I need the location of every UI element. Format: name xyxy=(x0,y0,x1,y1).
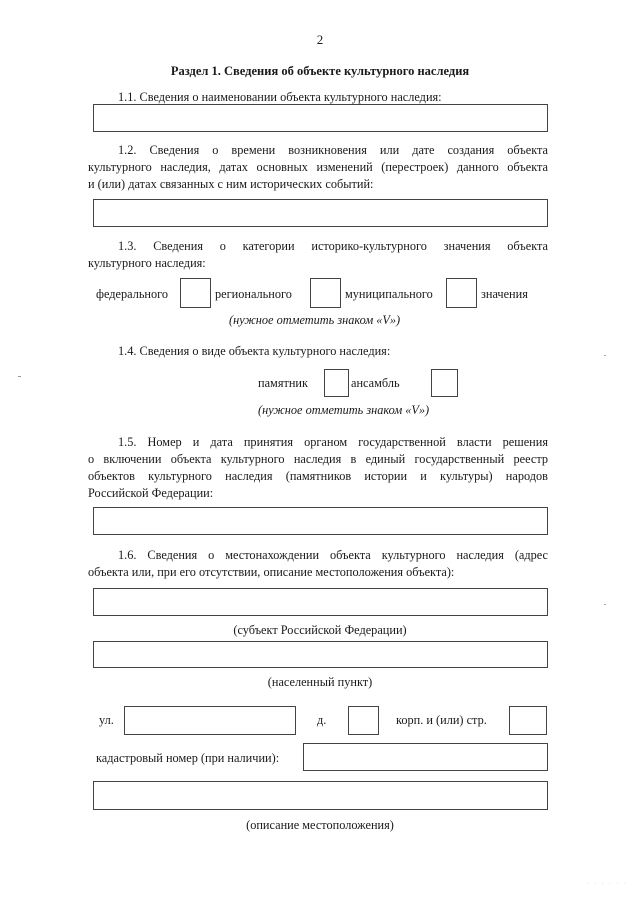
option-regional-label: регионального xyxy=(215,287,292,301)
dates-field[interactable] xyxy=(93,199,548,227)
ensemble-checkbox[interactable] xyxy=(431,369,458,397)
monument-checkbox[interactable] xyxy=(324,369,349,397)
s1-2-line2: культурного наследия, датах основных изменений (перестроек) данного объекта xyxy=(88,160,548,174)
house-field[interactable] xyxy=(348,706,379,735)
option-municipal-label: муниципального xyxy=(345,287,433,301)
object-name-field[interactable] xyxy=(93,104,548,132)
s1-5-line1: 1.5. Номер и дата принятия органом государственной власти решения xyxy=(118,435,548,449)
s1-2-line1: 1.2. Сведения о времени возникновения или дате создания объекта xyxy=(118,143,548,157)
scan-specks-corner: · · · · · · xyxy=(586,881,628,887)
s1-5-text xyxy=(88,434,548,502)
cadastral-label: кадастровый номер (при наличии): xyxy=(96,751,280,765)
subject-caption: (субъект Российской Федерации) xyxy=(233,623,407,637)
s1-1-label: 1.1. Сведения о наименовании объекта культурного наследия: xyxy=(118,90,442,104)
s1-6-line2: объекта или, при его отсутствии, описание местоположения объекта): xyxy=(88,565,455,579)
building-label: корп. и (или) стр. xyxy=(396,713,487,727)
scan-speck xyxy=(604,355,606,356)
regional-checkbox[interactable] xyxy=(310,278,341,308)
location-caption: (описание местоположения) xyxy=(246,818,394,832)
s1-6-text xyxy=(88,547,548,581)
building-field[interactable] xyxy=(509,706,547,735)
section-title: Раздел 1. Сведения об объекте культурного наследия xyxy=(170,64,470,78)
option-monument-label: памятник xyxy=(258,376,308,390)
option-significance-label: значения xyxy=(481,287,528,301)
s1-6-line1: 1.6. Сведения о местонахождении объекта культурного наследия (адрес xyxy=(118,548,548,562)
s1-3-line1: 1.3. Сведения о категории историко-культурного значения объекта xyxy=(118,239,548,253)
s1-5-line3: объектов культурного наследия (памятников истории и культуры) народов xyxy=(88,469,548,483)
s1-2-text xyxy=(88,142,548,193)
s1-2-line3: и (или) датах связанных с ним исторических событий: xyxy=(88,177,374,191)
s1-5-line2: о включении объекта культурного наследия в единый государственный реестр xyxy=(88,452,548,466)
street-field[interactable] xyxy=(124,706,296,735)
federal-checkbox[interactable] xyxy=(180,278,211,308)
location-description-field[interactable] xyxy=(93,781,548,810)
s1-3-text xyxy=(88,238,548,272)
s1-3-line2: культурного наследия: xyxy=(88,256,206,270)
registry-decision-field[interactable] xyxy=(93,507,548,535)
s1-3-note: (нужное отметить знаком «V») xyxy=(229,313,401,327)
settlement-caption: (населенный пункт) xyxy=(267,675,373,689)
option-ensemble-label: ансамбль xyxy=(351,376,400,390)
scan-speck xyxy=(18,376,21,377)
s1-5-line4: Российской Федерации: xyxy=(88,486,214,500)
house-label: д. xyxy=(317,713,327,727)
page-number: 2 xyxy=(316,32,324,47)
cadastral-number-field[interactable] xyxy=(303,743,548,771)
settlement-field[interactable] xyxy=(93,641,548,668)
street-label: ул. xyxy=(99,713,114,727)
scan-speck xyxy=(604,604,606,605)
s1-4-note: (нужное отметить знаком «V») xyxy=(258,403,430,417)
subject-field[interactable] xyxy=(93,588,548,616)
s1-4-label: 1.4. Сведения о виде объекта культурного наследия: xyxy=(118,344,391,358)
option-federal-label: федерального xyxy=(96,287,169,301)
municipal-checkbox[interactable] xyxy=(446,278,477,308)
